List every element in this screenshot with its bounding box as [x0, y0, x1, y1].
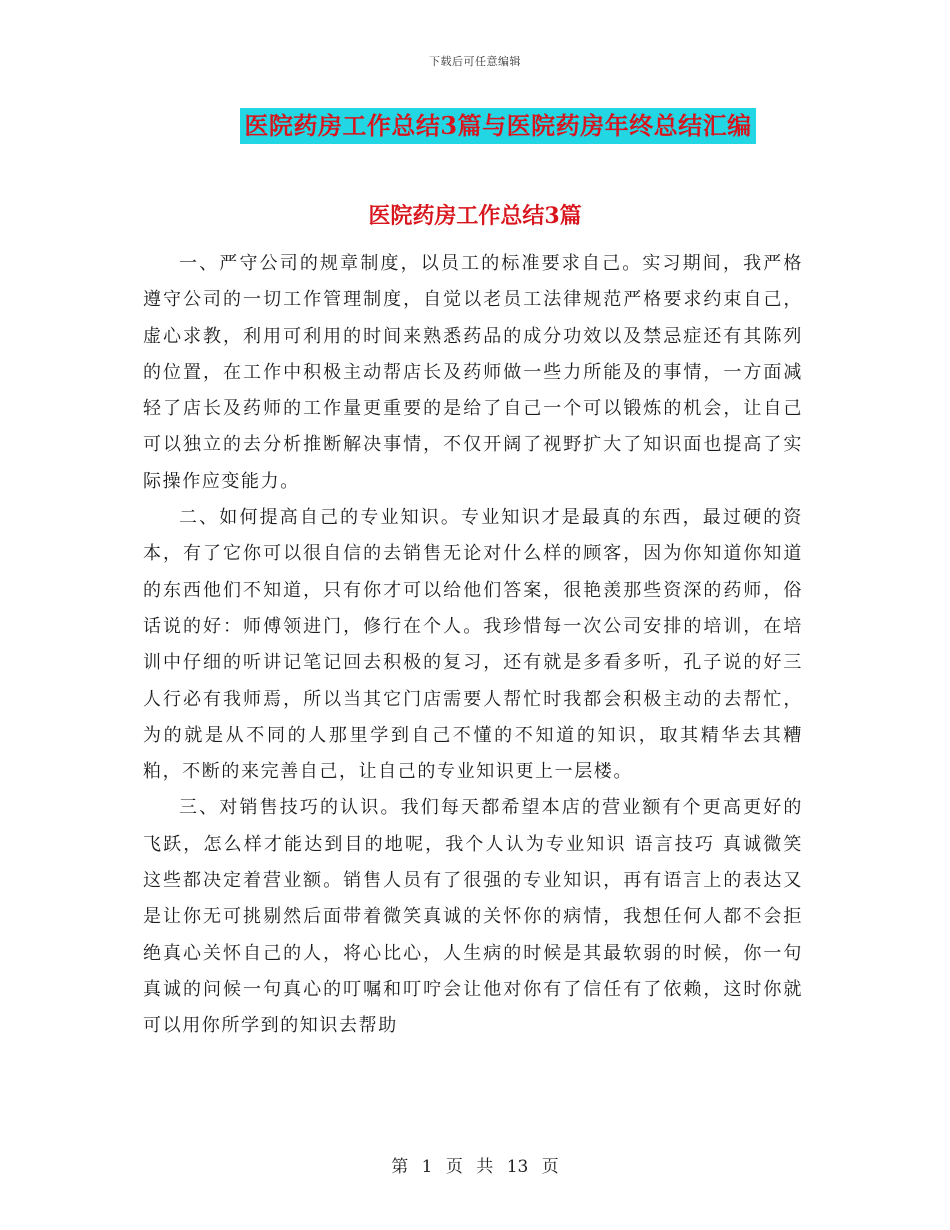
- document-title: 医院药房工作总结3篇与医院药房年终总结汇编: [240, 108, 755, 144]
- paragraph-2: 二、如何提高自己的专业知识。专业知识才是最真的东西，最过硬的资本，有了它你可以很自信的去销售无论对什么样的顾客，因为你知道你知道的东西他们不知道，只有你才可以给他们答案，很艳羡那些资深的药师，俗话说的好：师傅领进门，修行在个人。我珍惜每一次公司安排的培训，在培训中仔细的听讲记笔记回去积极的复习，还有就是多看多听，孔子说的好三人行必有我师焉，所以当其它门店需要人帮忙时我都会积极主动的去帮忙，为的就是从不同的人那里学到自己不懂的不知道的知识，取其精华去其糟粕，不断的来完善自己，让自己的专业知识更上一层楼。: [143, 507, 803, 783]
- paragraph-1: 一、严守公司的规章制度，以员工的标准要求自己。实习期间，我严格遵守公司的一切工作管理制度，自觉以老员工法律规范严格要求约束自己，虚心求教，利用可利用的时间来熟悉药品的成分功效以及禁忌症还有其陈列的位置，在工作中积极主动帮店长及药师做一些力所能及的事情，一方面减轻了店长及药师的工作量更重要的是给了自己一个可以锻炼的机会，让自己可以独立的去分析推断解决事情，不仅开阔了视野扩大了知识面也提高了实际操作应变能力。: [143, 253, 803, 492]
- page-footer: 第 1 页 共 13 页: [391, 1157, 559, 1177]
- paragraph-3: 三、对销售技巧的认识。我们每天都希望本店的营业额有个更高更好的飞跃，怎么样才能达到目的地呢，我个人认为专业知识 语言技巧 真诚微笑这些都决定着营业额。销售人员有了很强的专业知识，再有语言上的表达又是让你无可挑剔然后面带着微笑真诚的关怀你的病情，我想任何人都不会拒绝真心关怀自己的人，将心比心，人生病的时候是其最软弱的时候，你一句真诚的问候一句真心的叮嘱和叮咛会让他对你有了信任有了依赖，这时你就可以用你所学到的知识去帮助: [143, 797, 803, 1037]
- body-text: [143, 246, 803, 1045]
- section-title: 医院药房工作总结3篇: [368, 203, 582, 229]
- document-title-container: [0, 108, 950, 144]
- header-note: 下载后可任意编辑: [429, 55, 521, 68]
